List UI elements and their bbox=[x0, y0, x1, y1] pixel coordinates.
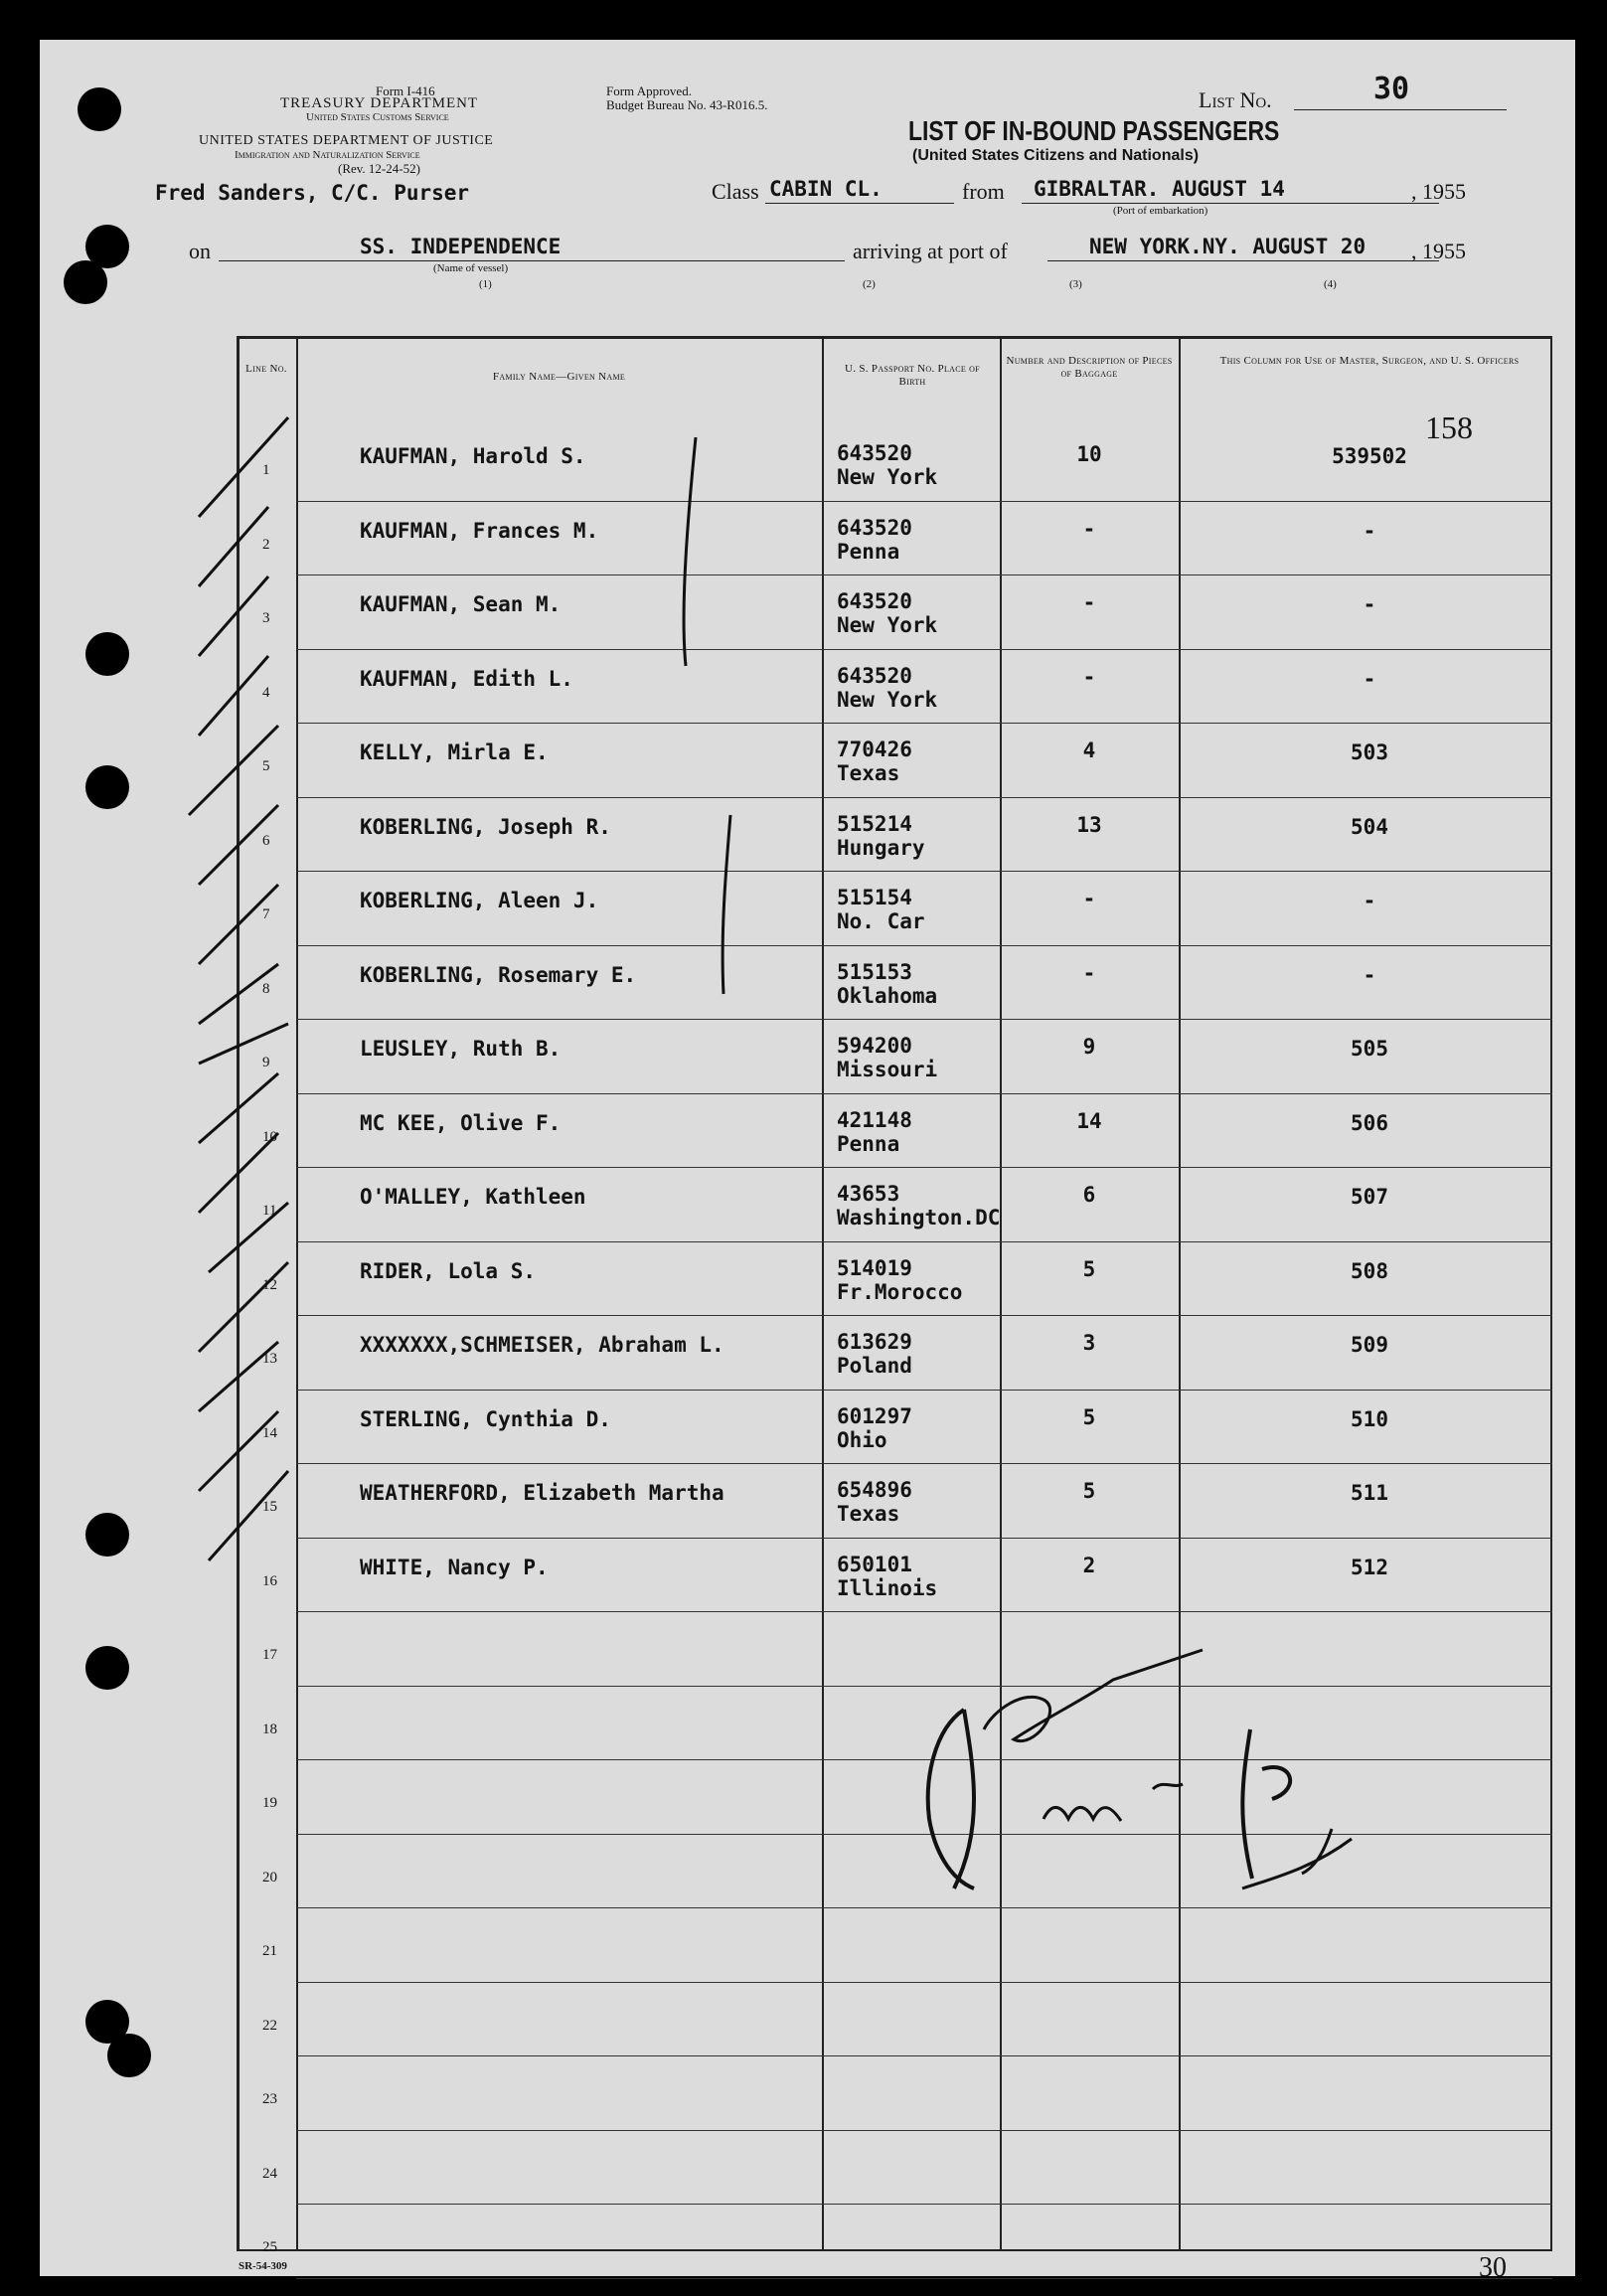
vessel-caption: (Name of vessel) bbox=[433, 262, 509, 274]
passport-number: 650101 bbox=[837, 1552, 912, 1576]
passenger-name: WHITE, Nancy P. bbox=[360, 1555, 549, 1579]
passport-number: 421148 bbox=[837, 1107, 912, 1132]
row-divider bbox=[296, 1167, 1552, 1168]
list-number-label: List No. bbox=[1199, 87, 1272, 112]
col4-marker: (4) bbox=[1324, 278, 1337, 290]
arrival-year: , 1955 bbox=[1411, 239, 1466, 263]
officer-number: 504 bbox=[1351, 814, 1388, 839]
place-of-birth: Illinois bbox=[837, 1575, 938, 1600]
punch-hole bbox=[85, 765, 129, 809]
passenger-name: WEATHERFORD, Elizabeth Martha bbox=[360, 1481, 724, 1505]
form-subtitle: (United States Citizens and Nationals) bbox=[912, 147, 1200, 164]
row-divider bbox=[296, 1315, 1552, 1316]
place-of-birth: Missouri bbox=[837, 1058, 938, 1081]
passenger-name: XXXXXXX,SCHMEISER, Abraham L. bbox=[360, 1333, 724, 1357]
officer-number: 539502 bbox=[1332, 444, 1407, 468]
passenger-name: KAUFMAN, Edith L. bbox=[360, 666, 573, 691]
baggage-count: 4 bbox=[1082, 738, 1096, 762]
passport-number: 770426 bbox=[837, 738, 912, 761]
baggage-count: 3 bbox=[1082, 1331, 1096, 1355]
officer-number: - bbox=[1363, 592, 1376, 616]
officer-number: 510 bbox=[1351, 1406, 1388, 1431]
row-divider bbox=[296, 723, 1552, 724]
baggage-count: - bbox=[1082, 960, 1096, 985]
row-divider bbox=[296, 2204, 1552, 2205]
line-number: 24 bbox=[262, 2165, 277, 2182]
row-divider bbox=[296, 1093, 1552, 1094]
row-divider bbox=[296, 871, 1552, 872]
passenger-name: LEUSLEY, Ruth B. bbox=[360, 1037, 562, 1061]
passport-number: 594200 bbox=[837, 1034, 912, 1058]
line-number: 8 bbox=[262, 980, 270, 997]
row-divider bbox=[296, 1538, 1552, 1539]
line-number: 3 bbox=[262, 610, 270, 626]
row-divider bbox=[296, 1019, 1552, 1020]
header-passport: U. S. Passport No. Place of Birth bbox=[845, 363, 980, 388]
officer-number: 505 bbox=[1351, 1037, 1388, 1061]
row-divider bbox=[296, 945, 1552, 946]
place-of-birth: No. Car bbox=[837, 909, 925, 933]
place-of-birth: Poland bbox=[837, 1354, 912, 1378]
row-divider bbox=[296, 1390, 1552, 1391]
row-divider bbox=[296, 2130, 1552, 2131]
on-label: on bbox=[189, 239, 211, 263]
signature bbox=[894, 1590, 1451, 1948]
baggage-count: 6 bbox=[1082, 1183, 1096, 1207]
punch-hole bbox=[85, 1513, 129, 1557]
place-of-birth: New York bbox=[837, 613, 938, 637]
port-of-embarkation: GIBRALTAR. AUGUST 14 bbox=[1034, 177, 1285, 201]
baggage-count: 10 bbox=[1076, 442, 1102, 466]
line-number: 7 bbox=[262, 906, 270, 922]
officer-number: - bbox=[1363, 962, 1376, 987]
line-number: 17 bbox=[262, 1647, 277, 1663]
baggage-count: 13 bbox=[1076, 812, 1102, 837]
officer-number: 506 bbox=[1351, 1110, 1388, 1135]
row-divider bbox=[296, 2055, 1552, 2056]
passenger-name: O'MALLEY, Kathleen bbox=[360, 1185, 586, 1209]
line-number: 18 bbox=[262, 1721, 277, 1737]
col3-marker: (3) bbox=[1069, 278, 1082, 290]
header-officers: This Column for Use of Master, Surgeon, and U. S. Officers bbox=[1219, 355, 1520, 367]
line-number: 13 bbox=[262, 1351, 277, 1367]
line-number: 14 bbox=[262, 1424, 277, 1441]
line-number: 20 bbox=[262, 1869, 277, 1886]
baggage-count: 9 bbox=[1082, 1035, 1096, 1059]
class-label: Class bbox=[712, 179, 759, 204]
place-of-birth: Texas bbox=[837, 1502, 900, 1526]
passenger-name: MC KEE, Olive F. bbox=[360, 1110, 562, 1135]
treasury-department: TREASURY DEPARTMENT bbox=[280, 95, 479, 111]
passport-number: 515153 bbox=[837, 959, 912, 984]
line-number: 16 bbox=[262, 1572, 277, 1589]
line-number: 25 bbox=[262, 2239, 277, 2255]
officer-number: - bbox=[1363, 518, 1376, 543]
passport-number: 515214 bbox=[837, 811, 912, 836]
department-of-justice: UNITED STATES DEPARTMENT OF JUSTICE bbox=[199, 133, 494, 148]
officer-number: - bbox=[1363, 889, 1376, 912]
form-approved: Form Approved. bbox=[606, 83, 692, 98]
passport-number: 613629 bbox=[837, 1330, 912, 1354]
embarkation-caption: (Port of embarkation) bbox=[1113, 205, 1208, 217]
form-number: Form I-416 bbox=[376, 83, 435, 98]
baggage-count: - bbox=[1082, 887, 1096, 910]
handwritten-total: 158 bbox=[1425, 410, 1473, 445]
place-of-birth: Ohio bbox=[837, 1427, 887, 1452]
passenger-name: KOBERLING, Aleen J. bbox=[360, 889, 599, 912]
place-of-birth: Penna bbox=[837, 1131, 900, 1156]
place-of-birth: Texas bbox=[837, 761, 900, 785]
handwritten-page-number: 30 bbox=[1479, 2252, 1507, 2283]
footer-code: SR-54-309 bbox=[239, 2260, 287, 2272]
passenger-name: RIDER, Lola S. bbox=[360, 1258, 537, 1283]
passport-number: 654896 bbox=[837, 1478, 912, 1502]
punch-hole bbox=[78, 87, 121, 131]
line-number: 19 bbox=[262, 1795, 277, 1811]
document-page bbox=[40, 40, 1575, 2283]
officer-number: 512 bbox=[1351, 1555, 1388, 1579]
line-number: 23 bbox=[262, 2091, 277, 2107]
passenger-name: KOBERLING, Joseph R. bbox=[360, 814, 611, 839]
punch-hole bbox=[85, 1646, 129, 1690]
passport-number: 643520 bbox=[837, 515, 912, 540]
header-line-no: Line No. bbox=[245, 363, 287, 375]
baggage-count: 5 bbox=[1082, 1256, 1096, 1281]
passenger-name: KOBERLING, Rosemary E. bbox=[360, 962, 637, 987]
arrival-port: NEW YORK.NY. AUGUST 20 bbox=[1089, 235, 1366, 258]
ins-service: Immigration and Naturalization Service bbox=[235, 149, 420, 161]
officer-number: 507 bbox=[1351, 1185, 1388, 1209]
passport-number: 643520 bbox=[837, 663, 912, 688]
officer-number: 503 bbox=[1351, 740, 1388, 764]
col1-marker: (1) bbox=[479, 278, 492, 290]
row-divider bbox=[296, 649, 1552, 650]
passport-number: 601297 bbox=[837, 1403, 912, 1428]
header-name: Family Name—Given Name bbox=[492, 371, 626, 383]
baggage-count: - bbox=[1082, 590, 1096, 614]
baggage-count: - bbox=[1082, 516, 1096, 541]
passenger-name: KELLY, Mirla E. bbox=[360, 740, 549, 764]
row-divider bbox=[296, 501, 1552, 502]
line-number: 15 bbox=[262, 1499, 277, 1515]
place-of-birth: Hungary bbox=[837, 835, 925, 860]
row-divider bbox=[296, 1241, 1552, 1242]
baggage-count: 2 bbox=[1082, 1553, 1096, 1577]
bracket-marks bbox=[676, 417, 755, 1014]
punch-hole bbox=[85, 632, 129, 676]
place-of-birth: New York bbox=[837, 687, 938, 712]
passport-number: 643520 bbox=[837, 589, 912, 613]
passenger-name: KAUFMAN, Sean M. bbox=[360, 592, 562, 616]
line-number: 11 bbox=[262, 1203, 277, 1219]
passenger-table bbox=[237, 336, 1552, 2255]
officer-number: 508 bbox=[1351, 1258, 1388, 1283]
passenger-name: KAUFMAN, Harold S. bbox=[360, 444, 586, 468]
line-number: 2 bbox=[262, 536, 270, 553]
line-number: 9 bbox=[262, 1055, 270, 1070]
col2-marker: (2) bbox=[863, 278, 876, 290]
row-divider bbox=[296, 797, 1552, 798]
officer-number: 509 bbox=[1351, 1333, 1388, 1357]
line-number: 22 bbox=[262, 2017, 277, 2034]
baggage-count: 14 bbox=[1076, 1108, 1102, 1133]
line-number: 5 bbox=[262, 758, 270, 774]
punch-hole bbox=[64, 260, 107, 304]
row-divider bbox=[296, 1982, 1552, 1983]
baggage-count: 5 bbox=[1082, 1404, 1096, 1429]
list-number: 30 bbox=[1373, 72, 1410, 106]
row-divider bbox=[296, 574, 1552, 575]
purser-name: Fred Sanders, C/C. Purser bbox=[155, 181, 470, 205]
line-number: 6 bbox=[262, 832, 270, 849]
baggage-count: - bbox=[1082, 664, 1096, 689]
class-value: CABIN CL. bbox=[769, 177, 883, 201]
place-of-birth: Washington.DC bbox=[837, 1206, 1001, 1230]
punch-hole bbox=[107, 2034, 151, 2077]
passenger-name: STERLING, Cynthia D. bbox=[360, 1406, 611, 1431]
budget-bureau: Budget Bureau No. 43-R016.5. bbox=[606, 97, 768, 112]
arriving-label: arriving at port of bbox=[853, 239, 1008, 263]
place-of-birth: New York bbox=[837, 465, 938, 489]
officer-number: - bbox=[1363, 666, 1376, 691]
line-number: 1 bbox=[262, 462, 270, 478]
customs-service: United States Customs Service bbox=[306, 111, 449, 123]
row-divider bbox=[296, 1463, 1552, 1464]
officer-number: 511 bbox=[1351, 1481, 1388, 1505]
header-baggage: Number and Description of Pieces of Baggage bbox=[1006, 355, 1173, 380]
passenger-name: KAUFMAN, Frances M. bbox=[360, 518, 599, 543]
vessel-name: SS. INDEPENDENCE bbox=[360, 235, 562, 258]
row-divider bbox=[296, 2278, 1552, 2279]
from-label: from bbox=[962, 179, 1005, 204]
baggage-count: 5 bbox=[1082, 1479, 1096, 1503]
passport-number: 43653 bbox=[837, 1182, 900, 1206]
passport-number: 643520 bbox=[837, 441, 912, 465]
embarkation-year: , 1955 bbox=[1411, 179, 1466, 204]
revision-date: (Rev. 12-24-52) bbox=[338, 161, 420, 176]
line-number: 21 bbox=[262, 1943, 277, 1959]
check-marks bbox=[179, 408, 378, 1650]
form-title: LIST OF IN-BOUND PASSENGERS bbox=[908, 115, 1280, 146]
place-of-birth: Oklahoma bbox=[837, 983, 938, 1008]
line-number: 12 bbox=[262, 1276, 277, 1293]
passport-number: 515154 bbox=[837, 886, 912, 909]
place-of-birth: Penna bbox=[837, 539, 900, 564]
place-of-birth: Fr.Morocco bbox=[837, 1279, 963, 1304]
line-number: 10 bbox=[262, 1128, 277, 1145]
line-number: 4 bbox=[262, 684, 270, 701]
passport-number: 514019 bbox=[837, 1255, 912, 1280]
